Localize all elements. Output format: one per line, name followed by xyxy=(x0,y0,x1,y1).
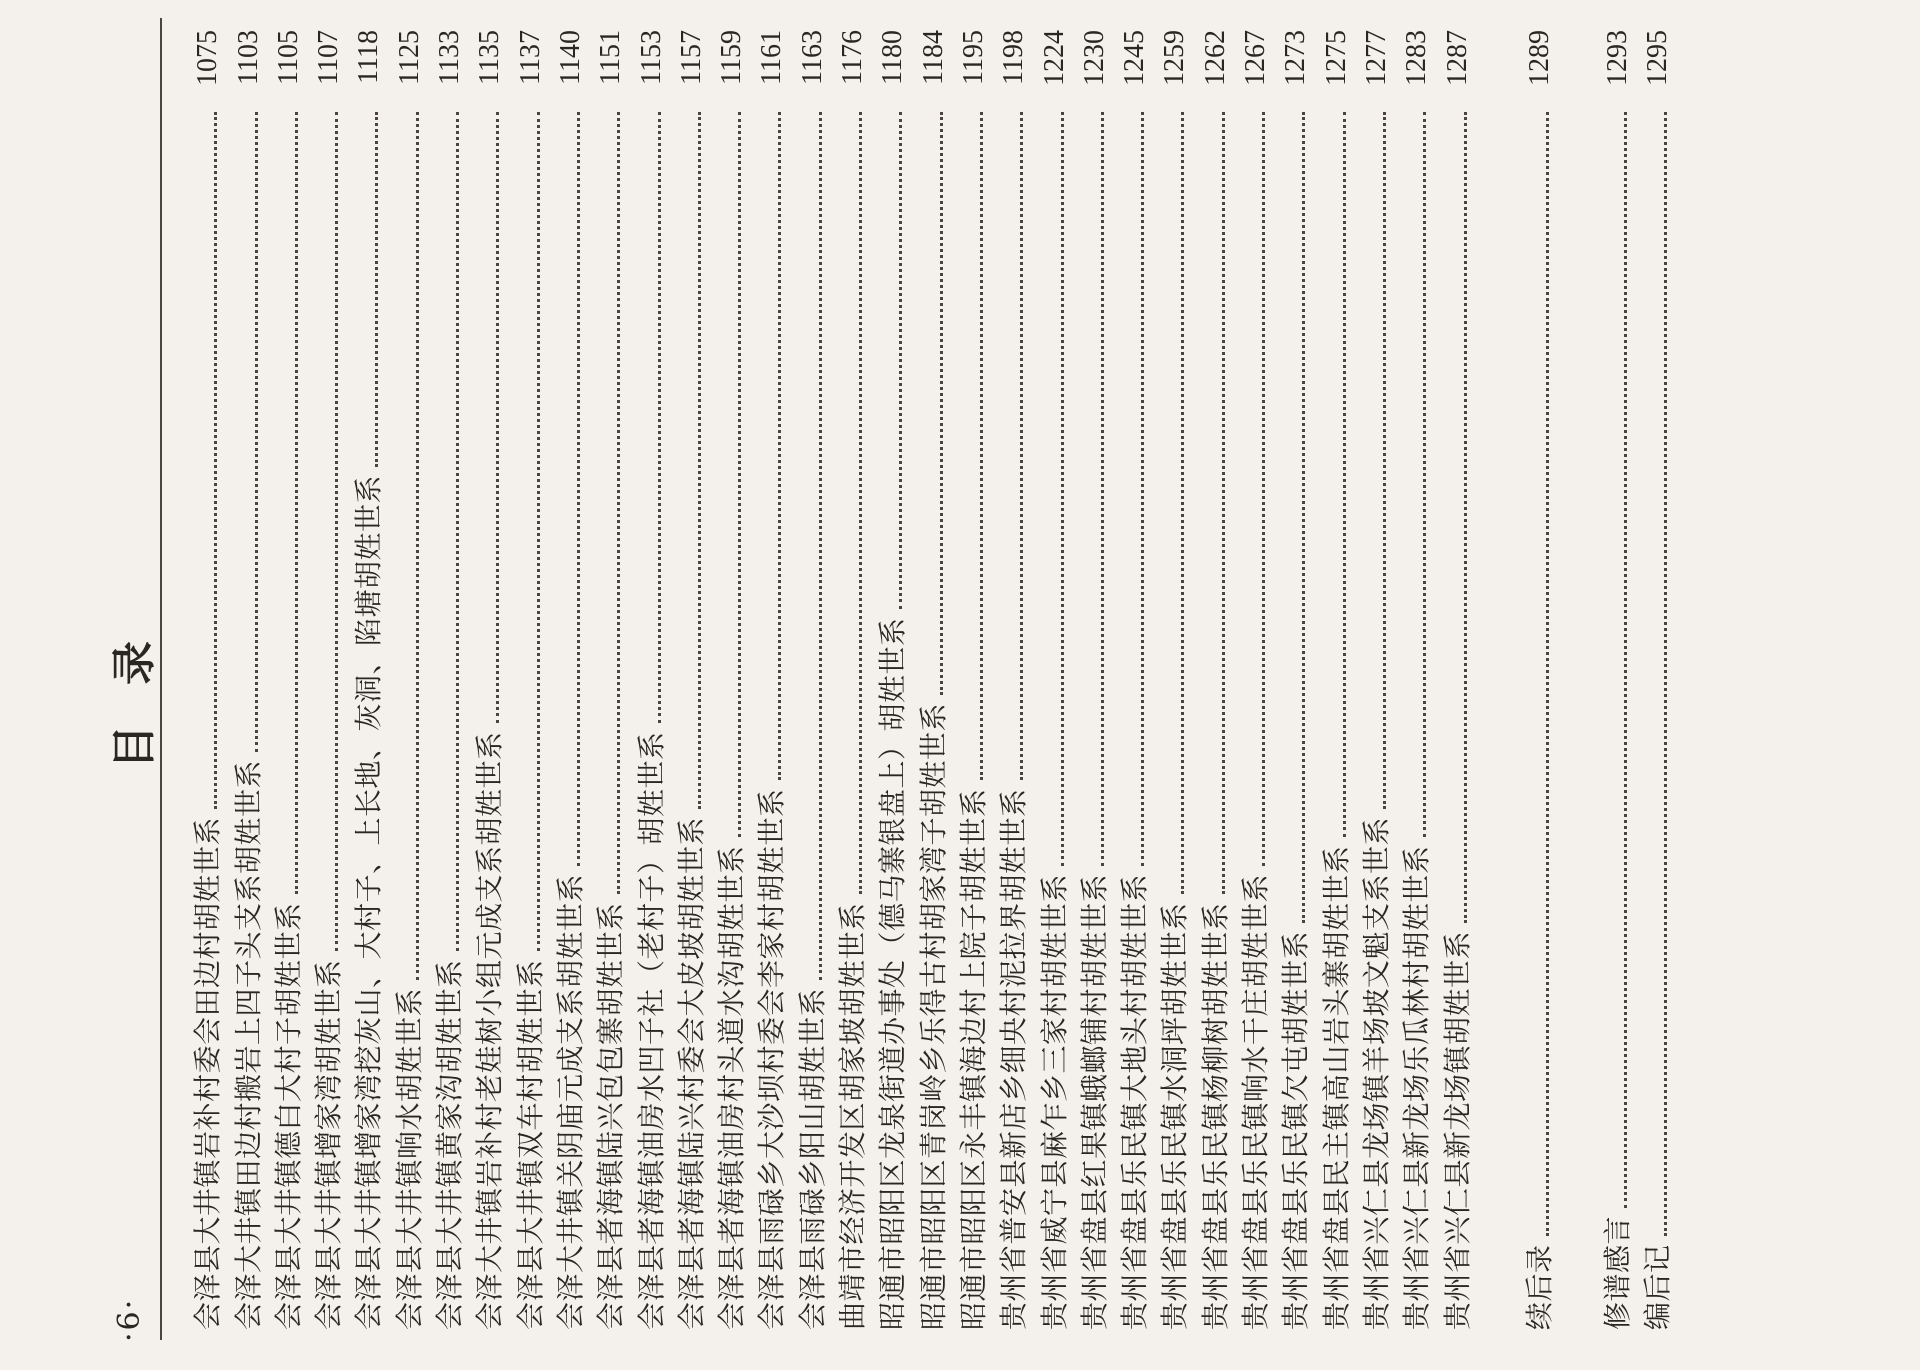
toc-entry[interactable] xyxy=(1518,30,1558,1330)
dot-leader xyxy=(1423,112,1426,837)
toc-entry-page: 1277 xyxy=(1360,30,1392,86)
toc-entry[interactable] xyxy=(186,30,226,1330)
toc-entry[interactable] xyxy=(1113,30,1153,1330)
toc-entry[interactable] xyxy=(589,30,629,1330)
toc-entry-page: 1118 xyxy=(353,30,385,84)
toc-entry-title: 会泽县大井镇增家湾胡姓世系 xyxy=(312,959,346,1330)
toc-entry-page: 1224 xyxy=(1038,30,1070,86)
header-rule xyxy=(160,18,162,1340)
toc-entry-title: 会泽县者海镇陆兴村委会大皮坡胡姓世系 xyxy=(674,816,708,1330)
toc-entry[interactable] xyxy=(1596,30,1636,1330)
toc-entry-title: 会泽县大井镇岩补村委会田边村胡姓世系 xyxy=(191,816,225,1330)
toc-entry-page: 1153 xyxy=(635,30,667,85)
toc-entry-page: 1289 xyxy=(1523,30,1555,86)
toc-entry-page: 1198 xyxy=(998,30,1030,85)
dot-leader xyxy=(1383,112,1386,809)
toc-entry-title: 贵州省兴仁县新龙场镇胡姓世系 xyxy=(1440,930,1474,1330)
toc-entry-page: 1184 xyxy=(917,30,949,85)
toc-entry-page: 1180 xyxy=(877,30,909,85)
toc-entry-title: 贵州省兴仁县新龙场乐瓜林村胡姓世系 xyxy=(1400,845,1434,1330)
toc-entry-title: 贵州省盘县民主镇高山岩头寨胡姓世系 xyxy=(1319,845,1353,1330)
dot-leader xyxy=(738,112,741,837)
dot-leader xyxy=(1664,112,1667,1236)
dot-leader xyxy=(819,112,822,980)
toc-entry[interactable] xyxy=(710,30,750,1330)
toc-entry-page: 1151 xyxy=(595,30,627,85)
dot-leader xyxy=(859,112,862,894)
toc-entry-title: 贵州省普安县新店乡细央村泥拉界胡姓世系 xyxy=(997,788,1031,1330)
toc-entry-title: 昭通市昭阳区龙泉街道办事处（德马寨银盘上）胡姓世系 xyxy=(876,617,910,1330)
toc-entry-page: 1157 xyxy=(675,30,707,85)
toc-entry-title: 贵州省盘县乐民镇大地头村胡姓世系 xyxy=(1118,873,1152,1330)
toc-entry-page: 1295 xyxy=(1642,30,1674,86)
toc-entry[interactable] xyxy=(670,30,710,1330)
toc-entry-title: 会泽县者海镇油房村头道水沟胡姓世系 xyxy=(715,845,749,1330)
page-number: ·6· xyxy=(112,1297,147,1342)
toc-entry[interactable] xyxy=(267,30,307,1330)
toc-entry[interactable] xyxy=(428,30,468,1330)
toc-entry-page: 1245 xyxy=(1119,30,1151,86)
toc-entry-title: 会泽县大井镇黄家沟胡姓世系 xyxy=(433,959,467,1330)
toc-entry-title: 会泽县雨碌乡大沙坝村委会李家村胡姓世系 xyxy=(755,788,789,1330)
toc-entry[interactable] xyxy=(1153,30,1193,1330)
dot-leader xyxy=(1302,112,1305,923)
dot-leader xyxy=(658,112,661,723)
dot-leader xyxy=(496,112,499,723)
dot-leader xyxy=(295,112,298,894)
dot-leader xyxy=(335,112,338,951)
toc-entry-page: 1195 xyxy=(957,30,989,85)
toc-entry[interactable] xyxy=(790,30,830,1330)
dot-leader xyxy=(214,112,217,809)
dot-leader xyxy=(1262,112,1265,866)
toc-entry-title: 贵州省兴仁县龙场镇羊场坡文魁支系世系 xyxy=(1359,816,1393,1330)
toc-entry[interactable] xyxy=(307,30,347,1330)
toc-entry-page: 1176 xyxy=(837,30,869,85)
dot-leader xyxy=(1141,112,1144,866)
toc-entry[interactable] xyxy=(871,30,911,1330)
toc-entry-title: 会泽大井镇关阴庙元成支系胡姓世系 xyxy=(553,873,587,1330)
dot-leader xyxy=(1061,112,1064,866)
dot-leader xyxy=(617,112,620,894)
toc-entry-title: 会泽大井镇岩补村老娃树小组元成支系胡姓世系 xyxy=(473,731,507,1330)
toc-entry[interactable] xyxy=(1435,30,1475,1330)
toc-entry-page: 1230 xyxy=(1078,30,1110,86)
toc-entry-page: 1107 xyxy=(313,30,345,85)
toc-entry[interactable] xyxy=(226,30,266,1330)
toc-entry-title: 曲靖市经济开发区胡家坡胡姓世系 xyxy=(836,902,870,1330)
toc-entry[interactable] xyxy=(347,30,387,1330)
dot-leader xyxy=(416,112,419,980)
toc-entry[interactable] xyxy=(468,30,508,1330)
toc-entry-page: 1159 xyxy=(716,30,748,85)
dot-leader xyxy=(1222,112,1225,894)
toc-entry-title: 会泽县者海镇陆兴包包寨胡姓世系 xyxy=(594,902,628,1330)
dot-leader xyxy=(778,112,781,780)
toc-entry[interactable] xyxy=(1193,30,1233,1330)
toc-entry[interactable] xyxy=(1073,30,1113,1330)
dot-leader xyxy=(899,112,902,609)
toc-entry-title: 会泽县大井镇德白大村子胡姓世系 xyxy=(271,902,305,1330)
toc-entry-page: 1293 xyxy=(1602,30,1634,86)
toc-entry-page: 1125 xyxy=(393,30,425,85)
toc-entry[interactable] xyxy=(549,30,589,1330)
dot-leader xyxy=(1101,112,1104,866)
page-title: 目录 xyxy=(109,601,160,769)
toc-entry[interactable] xyxy=(629,30,669,1330)
toc-entry-page: 1161 xyxy=(756,30,788,85)
dot-leader xyxy=(1181,112,1184,894)
toc-entry-title: 会泽县者海镇油房水凹子社（老村子）胡姓世系 xyxy=(634,731,668,1330)
dot-leader xyxy=(1546,112,1549,1236)
toc-entry[interactable] xyxy=(831,30,871,1330)
toc-entry-page: 1259 xyxy=(1159,30,1191,86)
dot-leader xyxy=(940,112,943,695)
toc-entry[interactable] xyxy=(1274,30,1314,1330)
toc-entry-page: 1137 xyxy=(514,30,546,85)
toc-entry[interactable] xyxy=(750,30,790,1330)
toc-entry-title: 会泽县雨碌乡阳山胡姓世系 xyxy=(795,987,829,1330)
toc-entry-title: 贵州省威宁县麻乍乡三家村胡姓世系 xyxy=(1037,873,1071,1330)
toc-entry-title: 昭通市昭阳区永丰镇海边村上院子胡姓世系 xyxy=(956,788,990,1330)
toc-entry[interactable] xyxy=(508,30,548,1330)
toc-entry-title: 会泽县大井镇响水胡姓世系 xyxy=(392,987,426,1330)
toc-entry[interactable] xyxy=(992,30,1032,1330)
toc-entry-page: 1103 xyxy=(232,30,264,85)
dot-leader xyxy=(537,112,540,951)
toc-entry-title: 贵州省盘县乐民镇响水干庄胡姓世系 xyxy=(1239,873,1273,1330)
toc-entry-page: 1075 xyxy=(192,30,224,86)
toc-entry[interactable] xyxy=(1032,30,1072,1330)
toc-entry[interactable] xyxy=(1355,30,1395,1330)
toc-entry-title: 贵州省盘县乐民镇水洞坪胡姓世系 xyxy=(1158,902,1192,1330)
toc-entry-page: 1135 xyxy=(474,30,506,85)
toc-entry-page: 1275 xyxy=(1320,30,1352,86)
toc-entry-title: 贵州省盘县乐民镇杨柳树胡姓世系 xyxy=(1198,902,1232,1330)
toc-entry-title: 会泽大井镇田边村搬岩上四子头支系胡姓世系 xyxy=(231,759,265,1330)
toc-entry-page: 1267 xyxy=(1240,30,1272,86)
toc-entry-title: 续后录 xyxy=(1522,1244,1556,1330)
toc-entry-title: 昭通市昭阳区青岗岭乡乐得古村胡家湾子胡姓世系 xyxy=(916,702,950,1330)
toc-entry[interactable] xyxy=(387,30,427,1330)
toc-entry[interactable] xyxy=(952,30,992,1330)
toc-entry-page: 1133 xyxy=(434,30,466,85)
toc-entry-title: 贵州省盘县乐民镇欠屯胡姓世系 xyxy=(1279,930,1313,1330)
dot-leader xyxy=(1020,112,1023,780)
toc-entry-page: 1262 xyxy=(1199,30,1231,86)
toc-entry-page: 1283 xyxy=(1401,30,1433,86)
dot-leader xyxy=(698,112,701,809)
toc-entry-title: 修谱感言 xyxy=(1601,1215,1635,1330)
toc-entry[interactable] xyxy=(1395,30,1435,1330)
toc-entry-title: 会泽县大井镇双车村胡姓世系 xyxy=(513,959,547,1330)
toc-entry[interactable] xyxy=(1234,30,1274,1330)
table-of-contents xyxy=(186,30,1676,1330)
dot-leader xyxy=(375,112,378,467)
dot-leader xyxy=(1343,112,1346,837)
toc-entry-page: 1273 xyxy=(1280,30,1312,86)
toc-entry[interactable] xyxy=(911,30,951,1330)
dot-leader xyxy=(577,112,580,866)
dot-leader xyxy=(456,112,459,951)
toc-entry-page: 1140 xyxy=(554,30,586,85)
dot-leader xyxy=(1624,112,1627,1208)
dot-leader xyxy=(980,112,983,780)
toc-entry-page: 1105 xyxy=(272,30,304,85)
dot-leader xyxy=(1464,112,1467,923)
toc-entry-title: 会泽县大井镇增家湾挖灰山、大村子、上长地、灰洞、陷塘胡姓世系 xyxy=(352,474,386,1330)
toc-entry-title: 贵州省盘县红果镇蛾螂铺村胡姓世系 xyxy=(1077,873,1111,1330)
toc-entry[interactable] xyxy=(1636,30,1676,1330)
toc-entry-title: 编后记 xyxy=(1641,1244,1675,1330)
toc-entry[interactable] xyxy=(1314,30,1354,1330)
dot-leader xyxy=(255,112,258,752)
toc-entry-page: 1163 xyxy=(796,30,828,85)
toc-entry-page: 1287 xyxy=(1441,30,1473,86)
